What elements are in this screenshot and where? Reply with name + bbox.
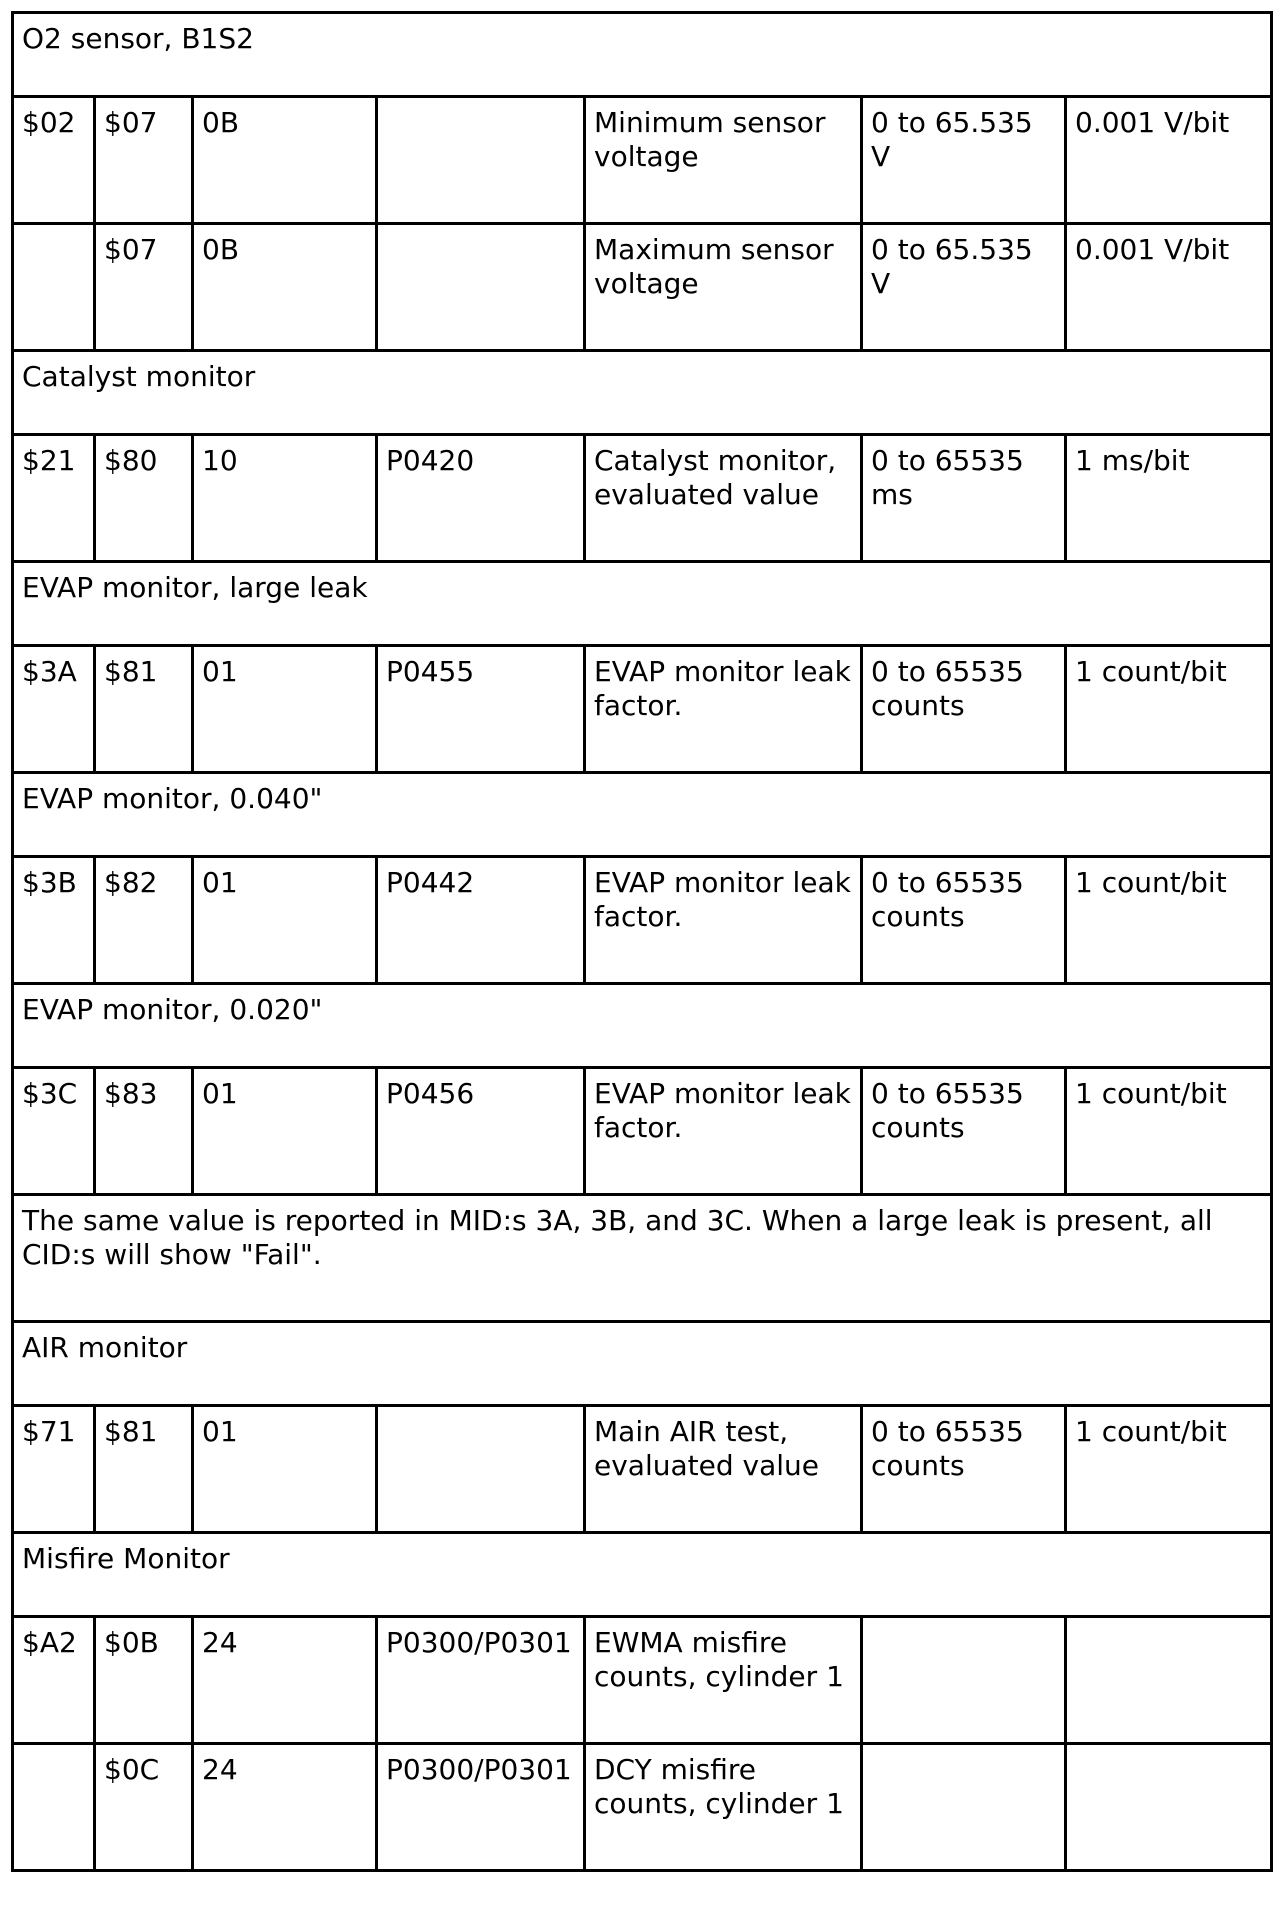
cell-description: EVAP monitor leak factor. (585, 857, 862, 984)
cell-range: 0 to 65535 counts (862, 1068, 1066, 1195)
table-row (13, 646, 1272, 773)
cell-range (862, 1744, 1066, 1871)
cell-tid: $07 (95, 97, 193, 224)
cell-resolution: 1 count/bit (1066, 1406, 1272, 1533)
cell-tid: $0B (95, 1617, 193, 1744)
cell-dtc (377, 97, 585, 224)
cell-description: EVAP monitor leak factor. (585, 646, 862, 773)
cell-mid: $3A (13, 646, 95, 773)
cell-cid: 01 (193, 646, 377, 773)
section-header-row (13, 1533, 1272, 1617)
cell-cid: 0B (193, 224, 377, 351)
cell-dtc (377, 1406, 585, 1533)
section-title: AIR monitor (13, 1322, 1272, 1406)
section-title: Catalyst monitor (13, 351, 1272, 435)
section-title: EVAP monitor, 0.020" (13, 984, 1272, 1068)
cell-mid: $71 (13, 1406, 95, 1533)
cell-cid: 24 (193, 1617, 377, 1744)
cell-mid: $A2 (13, 1617, 95, 1744)
cell-dtc: P0300/P0301 (377, 1744, 585, 1871)
section-title: EVAP monitor, 0.040" (13, 773, 1272, 857)
table-row (13, 1617, 1272, 1744)
section-note: The same value is reported in MID:s 3A, 3B, and 3C. When a large leak is present, all CID:s will show "Fail". (13, 1195, 1272, 1322)
table-row (13, 97, 1272, 224)
cell-tid: $07 (95, 224, 193, 351)
cell-cid: 01 (193, 857, 377, 984)
cell-range: 0 to 65535 counts (862, 1406, 1066, 1533)
cell-range: 0 to 65535 counts (862, 857, 1066, 984)
cell-tid: $81 (95, 646, 193, 773)
monitor-spec-table (11, 11, 1273, 1872)
cell-resolution: 1 count/bit (1066, 857, 1272, 984)
cell-description: EWMA misfire counts, cylinder 1 (585, 1617, 862, 1744)
section-header-row (13, 773, 1272, 857)
cell-description: Catalyst monitor, evaluated value (585, 435, 862, 562)
cell-cid: 0B (193, 97, 377, 224)
cell-mid: $3C (13, 1068, 95, 1195)
table-body (13, 13, 1272, 1871)
section-header-row (13, 351, 1272, 435)
cell-resolution (1066, 1744, 1272, 1871)
cell-cid: 01 (193, 1406, 377, 1533)
cell-dtc: P0455 (377, 646, 585, 773)
cell-tid: $80 (95, 435, 193, 562)
cell-cid: 10 (193, 435, 377, 562)
cell-tid: $0C (95, 1744, 193, 1871)
cell-resolution: 1 count/bit (1066, 646, 1272, 773)
table-row (13, 435, 1272, 562)
cell-tid: $83 (95, 1068, 193, 1195)
section-header-row (13, 984, 1272, 1068)
cell-description: Maximum sensor voltage (585, 224, 862, 351)
cell-dtc: P0300/P0301 (377, 1617, 585, 1744)
section-title: Misfire Monitor (13, 1533, 1272, 1617)
cell-mid (13, 224, 95, 351)
cell-resolution: 1 count/bit (1066, 1068, 1272, 1195)
cell-cid: 01 (193, 1068, 377, 1195)
cell-range (862, 1617, 1066, 1744)
cell-mid: $21 (13, 435, 95, 562)
section-header-row (13, 13, 1272, 97)
cell-mid: $02 (13, 97, 95, 224)
table-row (13, 224, 1272, 351)
cell-dtc: P0420 (377, 435, 585, 562)
table-row (13, 857, 1272, 984)
section-header-row (13, 562, 1272, 646)
cell-description: Minimum sensor voltage (585, 97, 862, 224)
table-row (13, 1744, 1272, 1871)
section-title: EVAP monitor, large leak (13, 562, 1272, 646)
cell-range: 0 to 65.535 V (862, 224, 1066, 351)
cell-resolution: 1 ms/bit (1066, 435, 1272, 562)
cell-resolution: 0.001 V/bit (1066, 97, 1272, 224)
cell-cid: 24 (193, 1744, 377, 1871)
cell-dtc: P0456 (377, 1068, 585, 1195)
cell-description: EVAP monitor leak factor. (585, 1068, 862, 1195)
cell-range: 0 to 65.535 V (862, 97, 1066, 224)
section-header-row (13, 1322, 1272, 1406)
cell-tid: $81 (95, 1406, 193, 1533)
cell-resolution: 0.001 V/bit (1066, 224, 1272, 351)
cell-range: 0 to 65535 counts (862, 646, 1066, 773)
section-title: O2 sensor, B1S2 (13, 13, 1272, 97)
cell-description: Main AIR test, evaluated value (585, 1406, 862, 1533)
cell-mid (13, 1744, 95, 1871)
cell-mid: $3B (13, 857, 95, 984)
cell-dtc: P0442 (377, 857, 585, 984)
cell-tid: $82 (95, 857, 193, 984)
cell-resolution (1066, 1617, 1272, 1744)
note-row (13, 1195, 1272, 1322)
cell-description: DCY misfire counts, cylinder 1 (585, 1744, 862, 1871)
cell-dtc (377, 224, 585, 351)
table-row (13, 1068, 1272, 1195)
table-row (13, 1406, 1272, 1533)
cell-range: 0 to 65535 ms (862, 435, 1066, 562)
